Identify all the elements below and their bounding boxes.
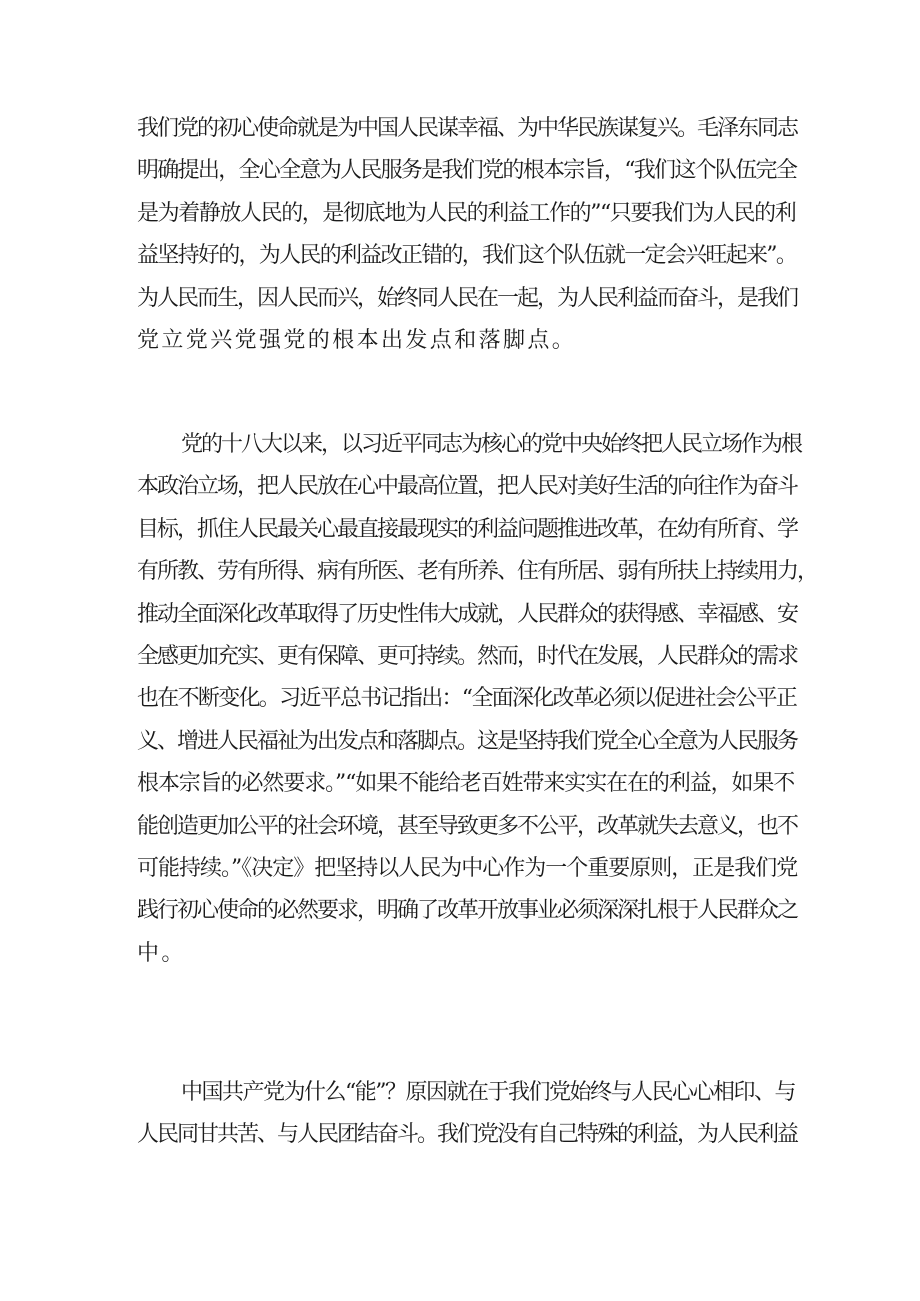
paragraph-line: 明确提出，全心全意为人民服务是我们党的根本宗旨，“我们这个队伍完全 <box>137 158 797 184</box>
paragraph-line: 党的十八大以来，以习近平同志为核心的党中央始终把人民立场作为根 <box>181 432 802 457</box>
paragraph-line: 也在不断变化。习近平总书记指出：“全面深化改革必须以促进社会公平正 <box>137 686 797 712</box>
paragraph-line: 中。 <box>137 940 186 966</box>
paragraph-line: 有所教、劳有所得、病有所医、老有所养、住有所居、弱有所扶上持续用力， <box>137 559 818 585</box>
paragraph-line: 我们党的初心使命就是为中国人民谋幸福、为中华民族谋复兴。毛泽东同志 <box>137 116 798 141</box>
paragraph-line: 推动全面深化改革取得了历史性伟大成就，人民群众的获得感、幸福感、安 <box>137 601 798 627</box>
paragraph-line: 为人民而生，因人民而兴，始终同人民在一起，为人民利益而奋斗，是我们 <box>137 285 798 311</box>
paragraph-line: 可能持续。”《决定》把坚持以人民为中心作为一个重要原则，正是我们党 <box>137 855 798 881</box>
paragraph-line: 目标，抓住人民最关心最直接最现实的利益问题推进改革，在幼有所育、学 <box>137 516 798 542</box>
paragraph-line: 本政治立场，把人民放在心中最高位置，把人民对美好生活的向往作为奋斗 <box>137 474 798 500</box>
paragraph-line: 中国共产党为什么“能”？原因就在于我们党始终与人民心心相印、与 <box>181 1080 795 1105</box>
paragraph-2 <box>137 424 818 975</box>
paragraph-line: 践行初心使命的必然要求，明确了改革开放事业必须深深扎根于人民群众之 <box>137 898 798 924</box>
paragraph-line: 能创造更加公平的社会环境，甚至导致更多不公平，改革就失去意义，也不 <box>137 813 798 839</box>
paragraph-line: 全感更加充实、更有保障、更可持续。然而，时代在发展，人民群众的需求 <box>137 643 798 669</box>
paragraph-line: 是为着静放人民的，是彻底地为人民的利益工作的”“只要我们为人民的利 <box>137 200 796 226</box>
paragraph-line: 义、增进人民福祉为出发点和落脚点。这是坚持我们党全心全意为人民服务 <box>137 728 798 754</box>
paragraph-line: 党立党兴党强党的根本出发点和落脚点。 <box>137 327 577 353</box>
paragraph-line: 根本宗旨的必然要求。”“如果不能给老百姓带来实实在在的利益，如果不 <box>137 771 795 797</box>
paragraph-3 <box>137 1072 797 1157</box>
paragraph-line: 益坚持好的，为人民的利益改正错的，我们这个队伍就一定会兴旺起来”。 <box>137 243 797 269</box>
paragraph-line: 人民同甘共苦、与人民团结奋斗。我们党没有自己特殊的利益，为人民利益 <box>137 1122 798 1148</box>
paragraph-1 <box>137 108 797 362</box>
